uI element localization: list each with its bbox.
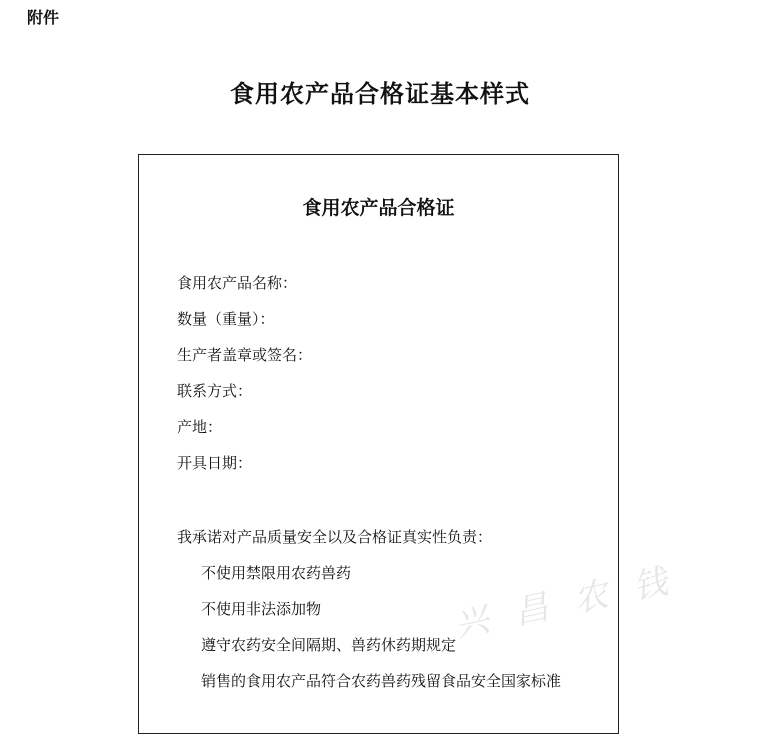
promise-heading: 我承诺对产品质量安全以及合格证真实性负责： <box>177 528 493 546</box>
field-origin: 产地： <box>177 418 223 436</box>
promise-item-no-illegal-additives: 不使用非法添加物 <box>201 600 322 618</box>
attachment-label: 附件 <box>27 8 60 27</box>
field-product-name: 食用农产品名称： <box>177 274 298 292</box>
promise-item-no-banned-drugs: 不使用禁限用农药兽药 <box>201 564 352 582</box>
certificate-box <box>138 154 619 734</box>
certificate-title: 食用农产品合格证 <box>302 197 455 219</box>
page-title: 食用农产品合格证基本样式 <box>230 79 530 108</box>
promise-item-withdrawal-period: 遵守农药安全间隔期、兽药休药期规定 <box>201 636 457 654</box>
watermark: 兴 昌 农 钱 <box>451 560 679 646</box>
field-issue-date: 开具日期： <box>177 454 253 472</box>
field-quantity: 数量（重量）： <box>177 310 275 328</box>
promise-item-residue-standard: 销售的食用农产品符合农药兽药残留食品安全国家标准 <box>201 672 562 690</box>
field-contact: 联系方式： <box>177 382 253 400</box>
field-producer-signature: 生产者盖章或签名： <box>177 346 313 364</box>
